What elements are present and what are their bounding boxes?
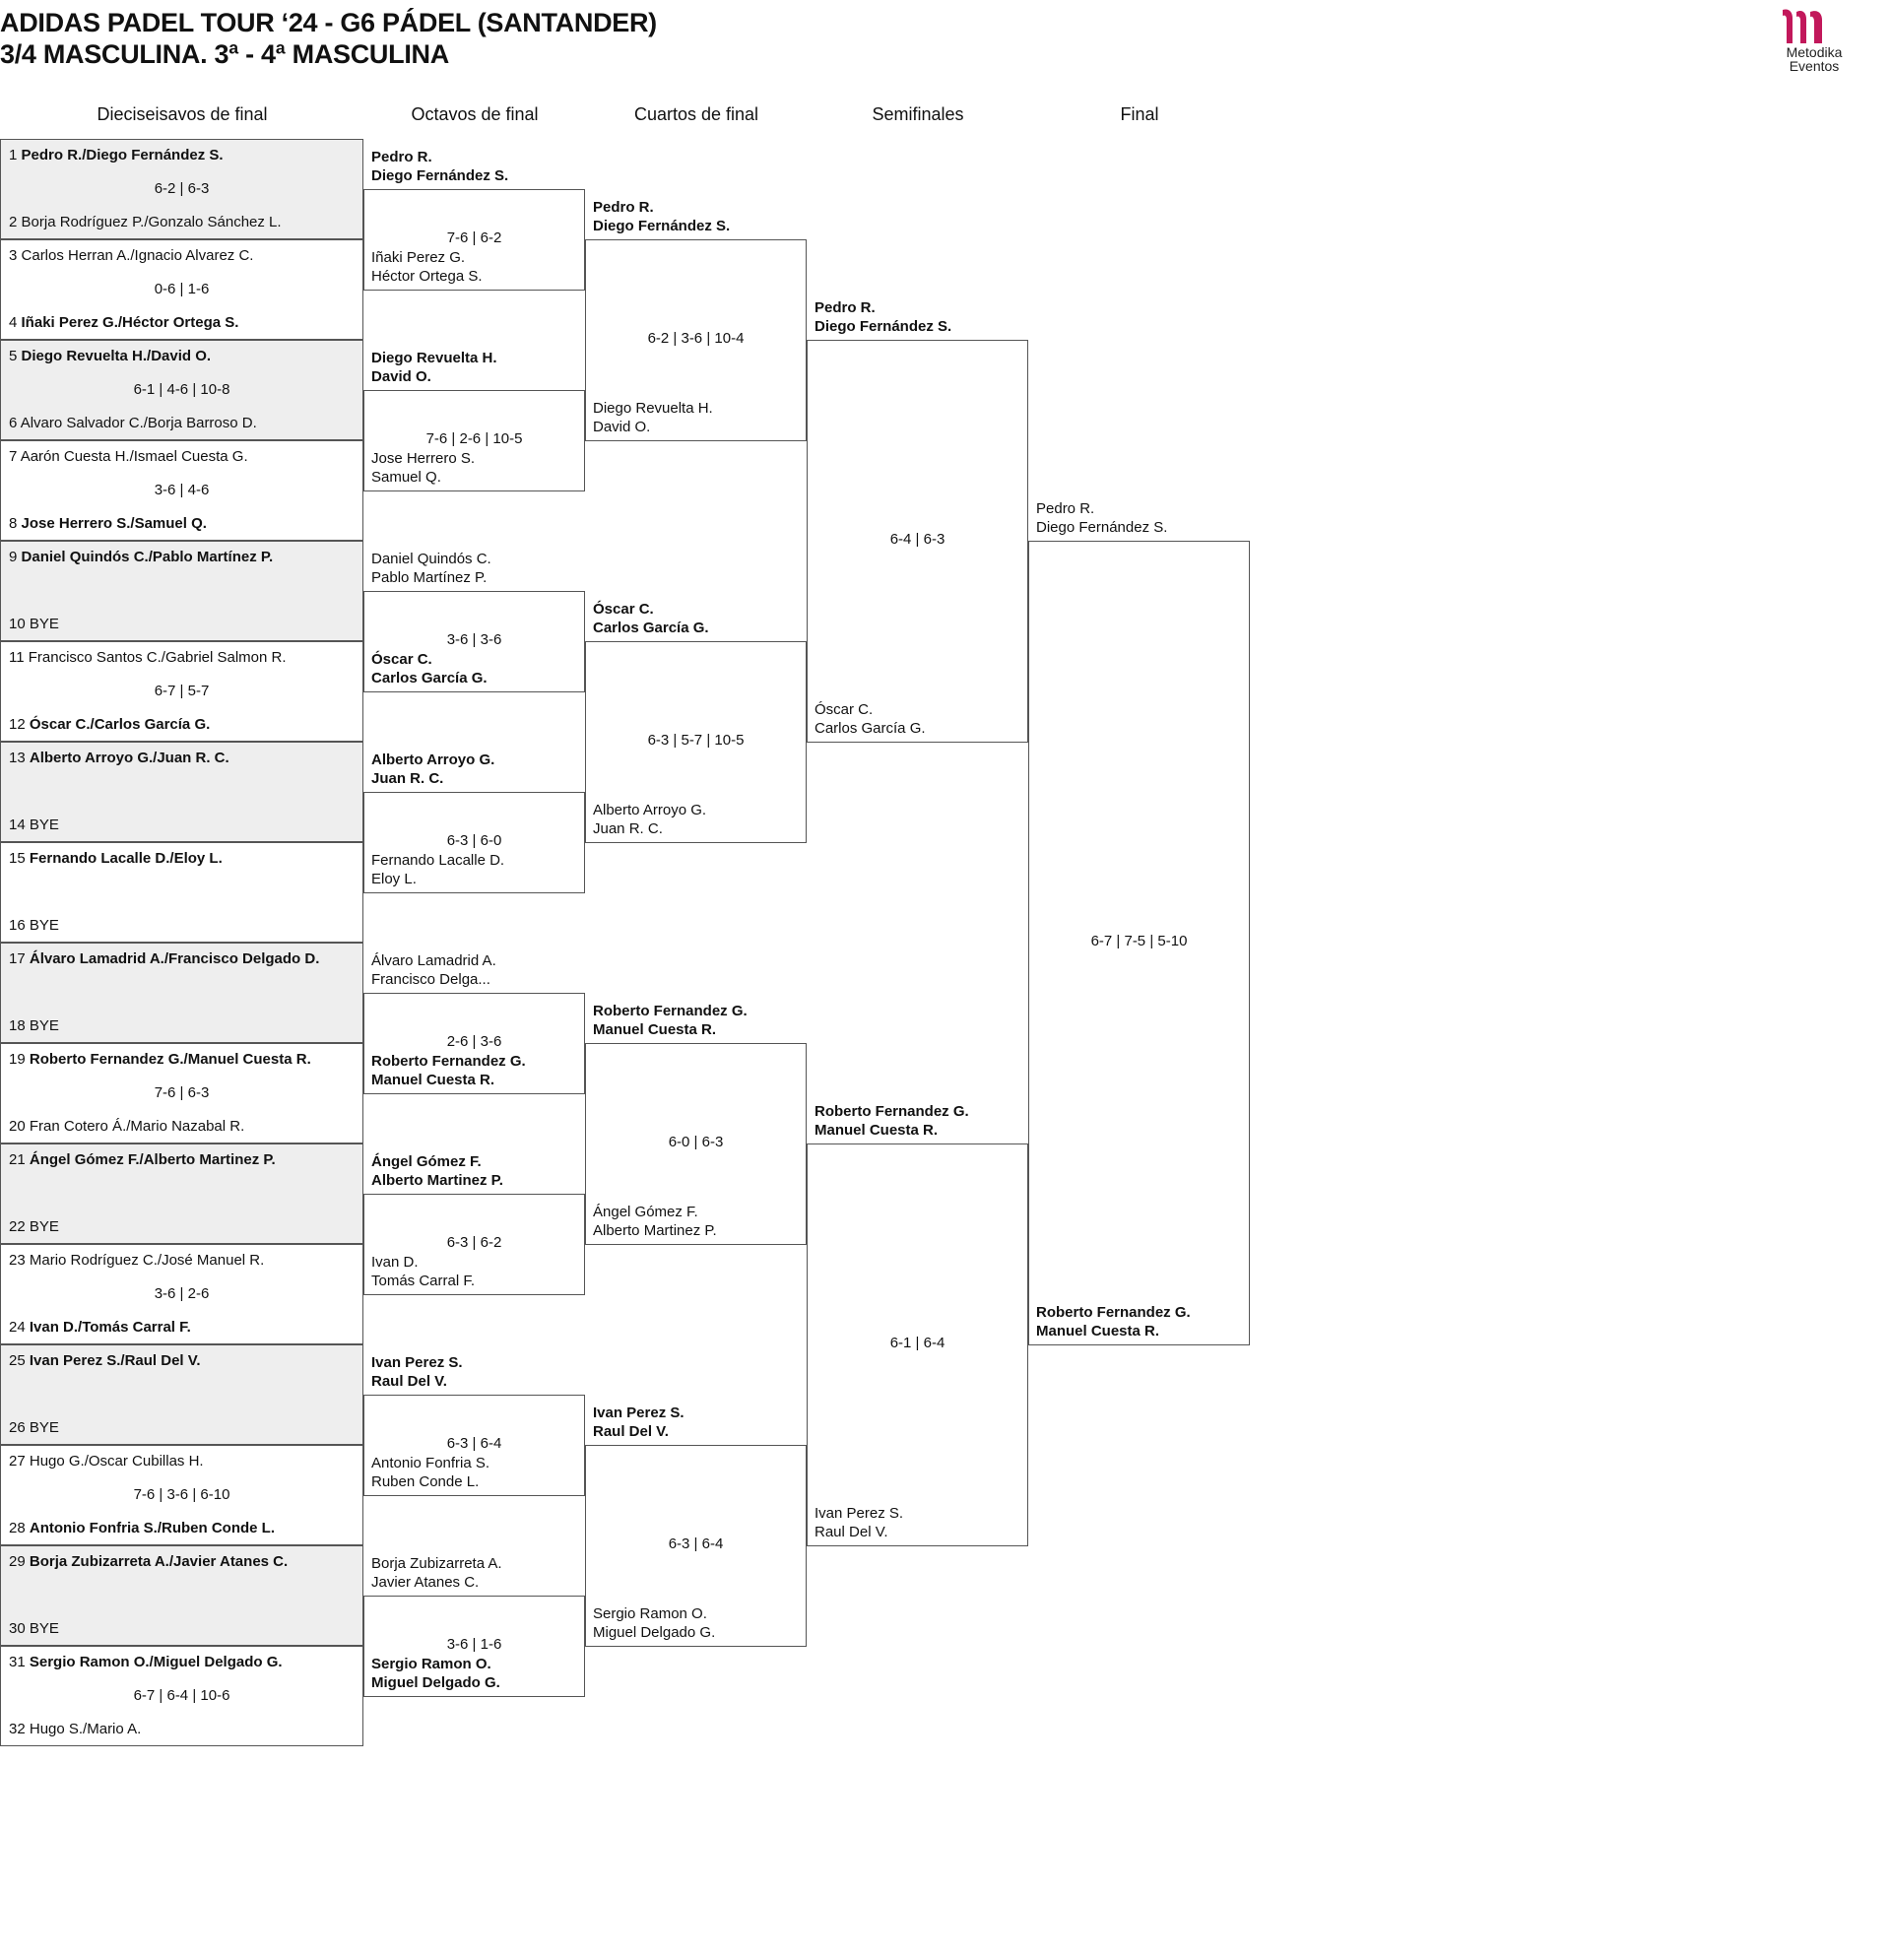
r32-entry-bottom [9, 415, 257, 431]
match-score: 6-2 | 6-3 [154, 180, 210, 197]
team-name: BYE [29, 1620, 59, 1637]
r32-match-box [0, 943, 363, 1043]
metodika-eventos-logo [1763, 6, 1865, 75]
player-name: Juan R. C. [593, 820, 663, 837]
player-name: Tomás Carral F. [371, 1273, 476, 1289]
round_of_16-score: 3-6 | 1-6 [446, 1636, 502, 1653]
seed-number: 1 [9, 147, 18, 163]
player-name: Pedro R. [371, 149, 432, 165]
r32-match-box [0, 742, 363, 842]
player-name: Roberto Fernandez G. [1036, 1304, 1191, 1321]
r32-entry-top [9, 750, 229, 766]
seed-number: 25 [9, 1352, 26, 1369]
round-header-1: Dieciseisavos de final [97, 104, 268, 124]
round_of_16-team-top [371, 349, 497, 386]
round_of_16-score: 2-6 | 3-6 [446, 1033, 502, 1050]
player-name: Álvaro Lamadrid A. [371, 952, 496, 969]
player-name: Pedro R. [593, 199, 654, 216]
player-name: Miguel Delgado G. [371, 1674, 500, 1691]
player-name: Francisco Delga... [371, 971, 490, 988]
seed-number: 23 [9, 1252, 26, 1269]
r32-entry-top [9, 348, 211, 364]
round_of_16-score: 3-6 | 3-6 [446, 631, 502, 648]
seed-number: 17 [9, 950, 26, 967]
seed-number: 10 [9, 616, 26, 632]
quarterfinals-team-bottom [593, 399, 713, 436]
seed-number: 28 [9, 1520, 26, 1536]
seed-number: 5 [9, 348, 18, 364]
player-name: Óscar C. [371, 651, 432, 668]
r32-entry-top [9, 649, 287, 666]
seed-number: 14 [9, 817, 26, 833]
quarterfinals-team-bottom [593, 1604, 715, 1642]
final-team-bottom [1036, 1303, 1191, 1340]
r32-match-box [0, 1244, 363, 1344]
player-name: Carlos García G. [593, 620, 709, 636]
player-name: Eloy L. [371, 871, 417, 887]
r32-entry-bottom [9, 214, 282, 230]
quarterfinals-team-top [593, 1404, 685, 1441]
r32-entry-top [9, 1654, 283, 1670]
r32-entry-top [9, 549, 273, 565]
r32-entry-bottom [9, 1721, 141, 1737]
r32-match-box [0, 1344, 363, 1445]
round-header-2: Octavos de final [411, 104, 539, 124]
player-name: Diego Fernández S. [593, 218, 731, 234]
team-name: BYE [29, 917, 59, 934]
round-header-3: Cuartos de final [633, 104, 759, 124]
player-name: Óscar C. [593, 601, 654, 618]
round_of_16-score: 7-6 | 2-6 | 10-5 [425, 430, 523, 447]
r32-entry-bottom [9, 1520, 275, 1536]
r32-match-box [0, 1143, 363, 1244]
team-name: Borja Rodríguez P./Gonzalo Sánchez L. [21, 214, 282, 230]
player-name: Pedro R. [1036, 500, 1095, 517]
r32-entry-top [9, 1252, 264, 1269]
team-name: BYE [29, 1218, 59, 1235]
seed-number: 31 [9, 1654, 26, 1670]
player-name: Ivan Perez S. [371, 1354, 463, 1371]
seed-number: 2 [9, 214, 18, 230]
r32-match-box [0, 1646, 363, 1746]
match-score: 3-6 | 2-6 [154, 1285, 210, 1302]
r32-match-box [0, 1545, 363, 1646]
round_of_16-team-top [371, 550, 491, 587]
round_of_16-team-top [371, 1554, 502, 1592]
r32-entry-top [9, 950, 319, 967]
player-name: Ángel Gómez F. [593, 1204, 698, 1220]
team-name: BYE [29, 1419, 59, 1436]
team-name: Iñaki Perez G./Héctor Ortega S. [21, 314, 239, 331]
quarterfinals-team-bottom [593, 1203, 717, 1240]
quarterfinals-score: 6-2 | 3-6 | 10-4 [647, 330, 745, 347]
round_of_16-score: 6-3 | 6-0 [446, 832, 502, 849]
seed-number: 27 [9, 1453, 26, 1470]
player-name: Borja Zubizarreta A. [371, 1555, 502, 1572]
semifinals-team-bottom [815, 700, 926, 738]
player-name: Carlos García G. [815, 720, 926, 737]
final-team-top [1036, 499, 1167, 537]
team-name: BYE [29, 616, 59, 632]
player-name: Daniel Quindós C. [371, 551, 491, 567]
quarterfinals-score: 6-3 | 6-4 [668, 1535, 724, 1552]
seed-number: 21 [9, 1151, 26, 1168]
player-name: Sergio Ramon O. [371, 1656, 491, 1672]
seed-number: 16 [9, 917, 26, 934]
r32-match-box [0, 541, 363, 641]
round_of_16-score: 6-3 | 6-4 [446, 1435, 502, 1452]
team-name: Alberto Arroyo G./Juan R. C. [29, 750, 229, 766]
page-title: ADIDAS PADEL TOUR ‘24 - G6 PÁDEL (SANTANDER) [0, 8, 657, 37]
team-name: Fernando Lacalle D./Eloy L. [29, 850, 223, 867]
seed-number: 30 [9, 1620, 26, 1637]
team-name: Hugo G./Oscar Cubillas H. [29, 1453, 204, 1470]
player-name: Diego Fernández S. [815, 318, 952, 335]
page-subtitle: 3/4 MASCULINA. 3ª - 4ª MASCULINA [0, 39, 449, 69]
team-name: Pedro R./Diego Fernández S. [21, 147, 224, 163]
team-name: Ivan D./Tomás Carral F. [29, 1319, 191, 1336]
player-name: David O. [593, 419, 651, 435]
player-name: Alberto Martinez P. [371, 1172, 503, 1189]
player-name: Ivan Perez S. [593, 1405, 685, 1421]
r32-match-box [0, 1445, 363, 1545]
r32-entry-top [9, 147, 224, 163]
r32-entry-bottom [9, 1218, 59, 1235]
team-name: Fran Cotero Á./Mario Nazabal R. [29, 1118, 245, 1135]
r32-entry-top [9, 1553, 288, 1570]
r32-entry-top [9, 1352, 201, 1369]
r32-match-box [0, 641, 363, 742]
team-name: Borja Zubizarreta A./Javier Atanes C. [29, 1553, 289, 1570]
r32-entry-bottom [9, 616, 59, 632]
player-name: Antonio Fonfria S. [371, 1455, 490, 1471]
player-name: Diego Fernández S. [1036, 519, 1168, 536]
player-name: Alberto Arroyo G. [371, 751, 495, 768]
team-name: Ángel Gómez F./Alberto Martinez P. [29, 1151, 276, 1168]
svg-text:Metodika: Metodika [1786, 44, 1843, 60]
match-score: 7-6 | 6-3 [154, 1084, 210, 1101]
team-name: Alvaro Salvador C./Borja Barroso D. [20, 415, 257, 431]
player-name: Javier Atanes C. [371, 1574, 480, 1591]
r32-entry-bottom [9, 1319, 191, 1336]
round_of_16-team-bottom [371, 851, 504, 888]
match-score: 3-6 | 4-6 [154, 482, 210, 498]
player-name: Miguel Delgado G. [593, 1624, 716, 1641]
seed-number: 7 [9, 448, 18, 465]
player-name: Alberto Martinez P. [593, 1222, 717, 1239]
seed-number: 9 [9, 549, 18, 565]
round_of_16-team-bottom [371, 1454, 489, 1491]
seed-number: 6 [9, 415, 18, 431]
seed-number: 15 [9, 850, 26, 867]
team-name: Álvaro Lamadrid A./Francisco Delgado D. [29, 950, 320, 967]
player-name: Ángel Gómez F. [371, 1153, 482, 1170]
round_of_16-score: 6-3 | 6-2 [446, 1234, 502, 1251]
player-name: Pablo Martínez P. [371, 569, 488, 586]
seed-number: 24 [9, 1319, 26, 1336]
player-name: Manuel Cuesta R. [371, 1072, 495, 1088]
player-name: Juan R. C. [371, 770, 444, 787]
team-name: Roberto Fernandez G./Manuel Cuesta R. [29, 1051, 311, 1068]
seed-number: 18 [9, 1017, 26, 1034]
r32-entry-bottom [9, 917, 59, 934]
r32-entry-top [9, 448, 248, 465]
r32-entry-top [9, 1151, 276, 1168]
player-name: David O. [371, 368, 431, 385]
semifinals-team-bottom [815, 1504, 903, 1541]
round_of_16-team-top [371, 751, 494, 788]
team-name: Carlos Herran A./Ignacio Alvarez C. [21, 247, 254, 264]
seed-number: 12 [9, 716, 26, 733]
seed-number: 8 [9, 515, 18, 532]
round_of_16-team-bottom [371, 1253, 475, 1290]
round_of_16-team-top [371, 1353, 463, 1391]
seed-number: 20 [9, 1118, 26, 1135]
svg-text:Eventos: Eventos [1789, 58, 1840, 74]
player-name: Roberto Fernandez G. [815, 1103, 969, 1120]
player-name: Héctor Ortega S. [371, 268, 483, 285]
quarterfinals-team-top [593, 1002, 748, 1039]
semifinals-team-top [815, 298, 951, 336]
r32-match-box [0, 340, 363, 440]
seed-number: 29 [9, 1553, 26, 1570]
player-name: Roberto Fernandez G. [593, 1003, 748, 1019]
quarterfinals-team-top [593, 198, 730, 235]
semifinals-score: 6-4 | 6-3 [889, 531, 946, 548]
match-score: 6-7 | 6-4 | 10-6 [133, 1687, 230, 1704]
player-name: Roberto Fernandez G. [371, 1053, 526, 1070]
team-name: Mario Rodríguez C./José Manuel R. [29, 1252, 265, 1269]
player-name: Fernando Lacalle D. [371, 852, 505, 869]
seed-number: 32 [9, 1721, 26, 1737]
team-name: BYE [29, 817, 59, 833]
final-score: 6-7 | 7-5 | 5-10 [1090, 933, 1188, 949]
match-score: 0-6 | 1-6 [154, 281, 210, 297]
team-name: Antonio Fonfria S./Ruben Conde L. [29, 1520, 275, 1536]
round_of_16-team-bottom [371, 1655, 500, 1692]
r32-entry-top [9, 247, 253, 264]
player-name: Diego Fernández S. [371, 167, 509, 184]
player-name: Diego Revuelta H. [371, 350, 497, 366]
r32-entry-bottom [9, 1017, 59, 1034]
player-name: Manuel Cuesta R. [815, 1122, 939, 1139]
seed-number: 11 [9, 649, 25, 666]
player-name: Sergio Ramon O. [593, 1605, 707, 1622]
quarterfinals-score: 6-3 | 5-7 | 10-5 [647, 732, 745, 749]
r32-entry-bottom [9, 1419, 59, 1436]
r32-entry-bottom [9, 515, 207, 532]
team-name: Jose Herrero S./Samuel Q. [21, 515, 207, 532]
r32-entry-bottom [9, 314, 238, 331]
semifinals-score: 6-1 | 6-4 [889, 1335, 946, 1351]
team-name: BYE [29, 1017, 59, 1034]
seed-number: 3 [9, 247, 18, 264]
r32-entry-top [9, 1453, 204, 1470]
player-name: Jose Herrero S. [371, 450, 476, 467]
seed-number: 22 [9, 1218, 26, 1235]
round_of_16-team-top [371, 148, 508, 185]
player-name: Pedro R. [815, 299, 876, 316]
seed-number: 4 [9, 314, 18, 331]
round_of_16-team-top [371, 1152, 503, 1190]
player-name: Samuel Q. [371, 469, 441, 486]
player-name: Alberto Arroyo G. [593, 802, 707, 818]
r32-entry-bottom [9, 817, 59, 833]
team-name: Hugo S./Mario A. [29, 1721, 142, 1737]
r32-match-box [0, 842, 363, 943]
match-score: 7-6 | 3-6 | 6-10 [133, 1486, 230, 1503]
round_of_16-team-top [371, 951, 496, 989]
round_of_16-score: 7-6 | 6-2 [446, 229, 502, 246]
player-name: Manuel Cuesta R. [593, 1021, 717, 1038]
player-name: Iñaki Perez G. [371, 249, 466, 266]
team-name: Ivan Perez S./Raul Del V. [29, 1352, 201, 1369]
match-score: 6-1 | 4-6 | 10-8 [133, 381, 230, 398]
r32-entry-top [9, 850, 223, 867]
player-name: Raul Del V. [593, 1423, 669, 1440]
match-score: 6-7 | 5-7 [154, 683, 210, 699]
seed-number: 26 [9, 1419, 26, 1436]
round-header-4: Semifinales [872, 104, 964, 124]
player-name: Ivan Perez S. [815, 1505, 904, 1522]
quarterfinals-team-top [593, 600, 709, 637]
r32-entry-bottom [9, 1118, 244, 1135]
team-name: Francisco Santos C./Gabriel Salmon R. [28, 649, 287, 666]
player-name: Carlos García G. [371, 670, 488, 686]
team-name: Sergio Ramon O./Miguel Delgado G. [29, 1654, 283, 1670]
quarterfinals-score: 6-0 | 6-3 [668, 1134, 724, 1150]
seed-number: 13 [9, 750, 26, 766]
team-name: Daniel Quindós C./Pablo Martínez P. [21, 549, 274, 565]
player-name: Ivan D. [371, 1254, 419, 1271]
team-name: Óscar C./Carlos García G. [29, 716, 211, 733]
r32-match-box [0, 139, 363, 239]
seed-number: 19 [9, 1051, 26, 1068]
metodika-logo-mark [1763, 6, 1865, 75]
player-name: Diego Revuelta H. [593, 400, 713, 417]
team-name: Diego Revuelta H./David O. [21, 348, 212, 364]
round_of_16-team-bottom [371, 650, 488, 687]
team-name: Aarón Cuesta H./Ismael Cuesta G. [20, 448, 248, 465]
quarterfinals-team-bottom [593, 801, 706, 838]
r32-entry-bottom [9, 716, 210, 733]
player-name: Manuel Cuesta R. [1036, 1323, 1160, 1339]
r32-entry-bottom [9, 1620, 59, 1637]
r32-entry-top [9, 1051, 311, 1068]
player-name: Ruben Conde L. [371, 1473, 480, 1490]
semifinals-team-top [815, 1102, 969, 1140]
round_of_16-team-bottom [371, 449, 475, 487]
round_of_16-team-bottom [371, 248, 483, 286]
player-name: Raul Del V. [815, 1524, 888, 1540]
r32-match-box [0, 1043, 363, 1143]
player-name: Raul Del V. [371, 1373, 447, 1390]
r32-match-box [0, 239, 363, 340]
round-header-5: Final [1120, 104, 1159, 124]
r32-match-box [0, 440, 363, 541]
round_of_16-team-bottom [371, 1052, 526, 1089]
player-name: Óscar C. [815, 701, 874, 718]
